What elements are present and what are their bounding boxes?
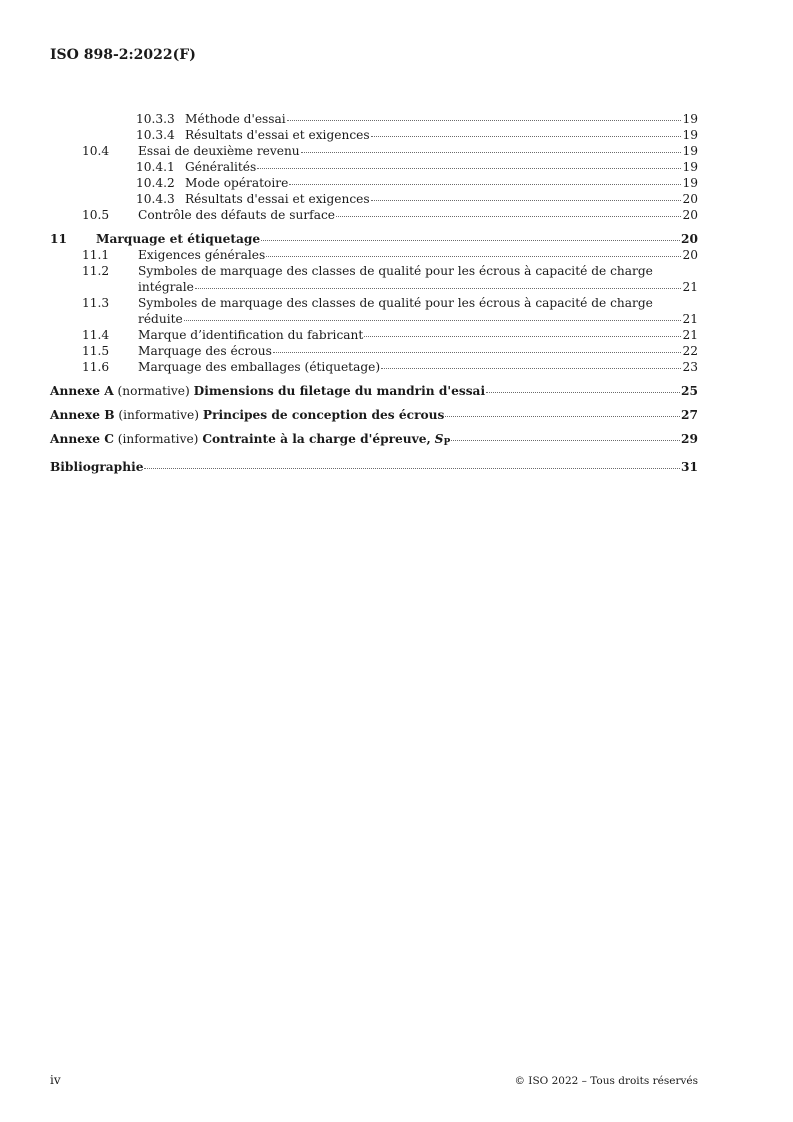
- toc-entry-annex-b[interactable]: [50, 407, 698, 423]
- dot-leader: [261, 240, 680, 241]
- toc-number: 10.4.3: [136, 192, 175, 206]
- toc-page: 19: [682, 176, 698, 190]
- toc-number: 10.3.3: [136, 112, 175, 126]
- toc-title: Résultats d'essai et exigences: [185, 128, 370, 142]
- annex-label: Annexe C: [50, 432, 114, 446]
- page-number: iv: [50, 1073, 61, 1087]
- annex-title: Dimensions du filetage du mandrin d'essai: [193, 384, 486, 398]
- toc-number: 11: [50, 232, 67, 246]
- toc-number: 11.5: [82, 344, 110, 358]
- toc-title: Méthode d'essai: [185, 112, 286, 126]
- toc-page: 19: [682, 144, 698, 158]
- toc-title: [50, 407, 444, 423]
- toc-number: 10.4.1: [136, 160, 175, 174]
- toc-entry-10-3-4[interactable]: [50, 127, 698, 143]
- toc-entry-11-2[interactable]: [50, 263, 698, 295]
- toc-title: Exigences générales: [138, 248, 266, 262]
- toc-page: 22: [682, 344, 698, 358]
- toc-number: 10.3.4: [136, 128, 175, 142]
- toc-title: Mode opératoire: [185, 176, 289, 190]
- symbol-subscript: P: [443, 438, 451, 448]
- toc-title: intégrale: [138, 280, 194, 294]
- toc-title-line: [50, 263, 698, 279]
- copyright-notice: © ISO 2022 – Tous droits réservés: [514, 1075, 698, 1087]
- toc-title: [50, 383, 485, 399]
- dot-leader: [287, 120, 682, 121]
- toc-entry-10-3-3[interactable]: [50, 111, 698, 127]
- dot-leader: [184, 320, 682, 321]
- dot-leader: [371, 136, 682, 137]
- annex-type: (normative): [117, 384, 190, 398]
- toc-title: Symboles de marquage des classes de qualité pour les écrous à capacité de charge: [138, 264, 653, 278]
- annex-type: (informative): [118, 408, 200, 422]
- toc-title: Essai de deuxième revenu: [138, 144, 300, 158]
- toc-page: 20: [682, 248, 698, 262]
- toc-title: Marquage des emballages (étiquetage): [138, 360, 381, 374]
- toc-entry-10-5[interactable]: [50, 207, 698, 223]
- toc-page: 20: [682, 192, 698, 206]
- toc-title: Marquage et étiquetage: [96, 232, 261, 246]
- dot-leader: [371, 200, 682, 201]
- dot-leader: [273, 352, 682, 353]
- toc-entry-annex-a[interactable]: [50, 383, 698, 399]
- dot-leader: [289, 184, 681, 185]
- toc-title: Résultats d'essai et exigences: [185, 192, 370, 206]
- toc-page: 19: [682, 112, 698, 126]
- toc-number: 11.3: [82, 296, 110, 310]
- dot-leader: [266, 256, 681, 257]
- toc-entry-annex-c[interactable]: [50, 431, 698, 451]
- toc-title-continuation: [50, 311, 698, 327]
- toc-entry-11-5[interactable]: [50, 343, 698, 359]
- dot-leader: [195, 288, 682, 289]
- toc-entry-11-4[interactable]: [50, 327, 698, 343]
- document-id: ISO 898-2:2022(F): [50, 47, 196, 63]
- bibliography-title: Bibliographie: [50, 460, 144, 474]
- toc-title: Généralités: [185, 160, 257, 174]
- toc-title: Symboles de marquage des classes de qualité pour les écrous à capacité de charge: [138, 296, 653, 310]
- toc-number: 11.2: [82, 264, 110, 278]
- toc-page: 19: [682, 128, 698, 142]
- annex-label: Annexe A: [50, 384, 114, 398]
- dot-leader: [144, 468, 680, 469]
- toc-page: 21: [682, 280, 698, 294]
- toc-entry-11-3[interactable]: [50, 295, 698, 327]
- toc-number: 10.4.2: [136, 176, 175, 190]
- annex-type: (informative): [117, 432, 199, 446]
- toc-page: 19: [682, 160, 698, 174]
- dot-leader: [486, 392, 680, 393]
- toc-entry-11-1[interactable]: [50, 247, 698, 263]
- toc-title-line: [50, 295, 698, 311]
- toc-title-continuation: [50, 279, 698, 295]
- toc-entry-bibliography[interactable]: [50, 459, 698, 475]
- toc-title: [50, 459, 143, 475]
- dot-leader: [301, 152, 682, 153]
- dot-leader: [364, 336, 681, 337]
- toc-entry-10-4[interactable]: [50, 143, 698, 159]
- table-of-contents: [50, 111, 698, 475]
- toc-number: 10.5: [82, 208, 110, 222]
- toc-page: 21: [682, 312, 698, 326]
- toc-number: 11.4: [82, 328, 110, 342]
- toc-number: 10.4: [82, 144, 110, 158]
- toc-title: Contrôle des défauts de surface: [138, 208, 335, 222]
- dot-leader: [451, 440, 680, 441]
- toc-entry-11-6[interactable]: [50, 359, 698, 375]
- toc-number: 11.6: [82, 360, 110, 374]
- toc-entry-10-4-3[interactable]: [50, 191, 698, 207]
- toc-page: 20: [682, 208, 698, 222]
- annex-title: Principes de conception des écrous: [202, 408, 445, 422]
- dot-leader: [381, 368, 681, 369]
- toc-title: Marque d’identification du fabricant: [138, 328, 364, 342]
- toc-page: 20: [681, 232, 698, 246]
- symbol: S: [434, 432, 444, 446]
- toc-entry-11[interactable]: [50, 231, 698, 247]
- toc-page: 23: [682, 360, 698, 374]
- dot-leader: [336, 216, 681, 217]
- toc-entry-10-4-2[interactable]: [50, 175, 698, 191]
- annex-label: Annexe B: [50, 408, 115, 422]
- dot-leader: [257, 168, 681, 169]
- toc-title: [50, 431, 450, 451]
- annex-title: Contrainte à la charge d'épreuve,: [202, 432, 431, 446]
- toc-page: 25: [681, 384, 698, 398]
- toc-number: 11.1: [82, 248, 110, 262]
- toc-title: Marquage des écrous: [138, 344, 272, 358]
- toc-page: 27: [681, 408, 698, 422]
- toc-title: réduite: [138, 312, 183, 326]
- toc-page: 21: [682, 328, 698, 342]
- toc-page: 29: [681, 432, 698, 446]
- dot-leader: [445, 416, 680, 417]
- toc-entry-10-4-1[interactable]: [50, 159, 698, 175]
- toc-page: 31: [681, 460, 698, 474]
